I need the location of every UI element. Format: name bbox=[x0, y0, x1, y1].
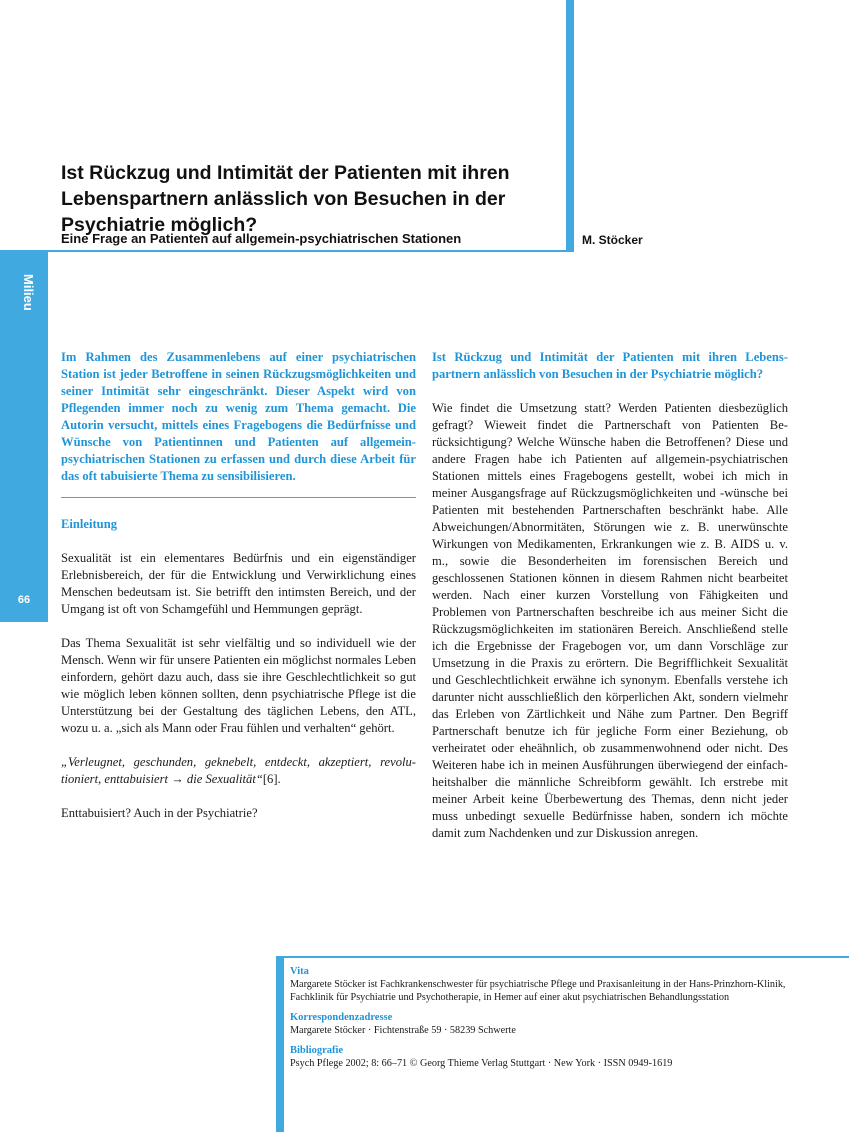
right-column-paragraph: Wie findet die Umsetzung statt? Werden Patienten diesbezüglich gefragt? Wieweit findet die Partnerschaft von Patienten Berücksichtigung? Welche Wünsche haben die Betroffenen? Diese und andere Fragen habe ich Patienten auf allgemein-psychiatrischen Stationen mittels eines Fragebogens gestellt, wobei ich mich in meiner Ausgangsfrage auf Rückzugsmöglichkeiten und -wünsche bei Patienten mit bestehenden Partnerschaften beschränkt habe. Alle Abweichungen/Abnormitäten, Störungen wie z. B. unerwünschte Wirkungen von Medikamenten, Erkrankungen wie z. B. AIDS u. v. m., sowie die Besonderheiten im forensischen Bereich und geschlossenen Stationen können in diesem Rahmen nicht bearbeitet werden. Nach einer kurzen Vorstellung von Fähigkeiten und Problemen von Partnerschaften beschreibe ich aus meiner Sicht die Rückzugsmöglichkeiten im stationären Bereich. Anschließend stelle ich die Ergebnisse der Fragebogen vor, um dann Vorschläge zur Umsetzung in die Praxis zu erörtern. Die Begrifflichkeit Sexualität und Geschlechtlichkeit erwähne ich synonym. Ebenfalls verstehe ich darunter nicht ausschließlich den körperlichen Akt, sondern vielmehr das Erleben von Zärtlichkeit und Nähe zum Partner. Den Begriff Partnerschaft benutze ich für jegliche Form einer Beziehung, ob verheiratet oder eheähnlich, ob zusammenwohnend oder nicht. Des Weiteren habe ich in meinen Ausführungen überwiegend der einfachheitshalber die männliche Schreibform gewählt. Ich erstrebe mit meiner Arbeit keine Überbewertung des Themas, denn nicht jeder muss unbedingt sexuelle Bedürfnisse haben, sondern ich möchte damit zum Nachdenken und zur Diskussion anregen. bbox=[432, 401, 788, 840]
intro-paragraph-1: Sexualität ist ein elementares Bedürfnis und ein eigenständiger Erlebnisbereich, der für die Entwicklung und Verwirklichung eines Menschen bedeutsam ist. Sie betrifft den intimsten Bereich, und der Umgang ist oft von Schamgefühl und Hemmungen geprägt. bbox=[61, 551, 416, 616]
right-column-heading: Ist Rückzug und Intimität der Patienten mit ihren Lebenspartnern anlässlich von Besuchen in der Psychiatrie möglich? bbox=[432, 350, 788, 381]
address-label: Korrespondenzadresse bbox=[290, 1012, 393, 1023]
article-author: M. Stöcker bbox=[582, 233, 643, 247]
page-number: 66 bbox=[17, 594, 31, 606]
article-subtitle: Eine Frage an Patienten auf allgemein-psychiatrischen Stationen bbox=[61, 231, 462, 246]
abstract-divider bbox=[61, 497, 416, 498]
vita-label: Vita bbox=[290, 966, 309, 977]
header-underline-rule bbox=[0, 250, 574, 252]
author-info-box bbox=[290, 965, 810, 1070]
abstract: Im Rahmen des Zusammenlebens auf einer psychiatrischen Station ist jeder Betroffene in seinen Rückzugsmöglichkeiten und seiner Intimität sehr eingeschränkt. Dieser Aspekt wird von Pflegenden immer noch zu wenig zum Thema gemacht. Die Autorin versucht, mittels eines Fragebogens die Bedürfnisse und Wünsche von Patientinnen und Patienten auf allgemein-psychiatrischen Stationen zu erfassen und durch diese Arbeit für das oft tabuisierte Thema zu sensibilisieren. bbox=[61, 350, 416, 483]
intro-paragraph-2: Das Thema Sexualität ist sehr vielfältig und so individuell wie der Mensch. Wenn wir für unsere Patienten ein möglichst normales Leben einfordern, gehört dazu auch, dass sie ihre Geschlechtlichkeit so gut wie möglich leben können sollten, denn psychiatrische Pflege ist die Unterstützung bei der Gestaltung des täglichen Lebens, den ATL, wozu u. a. „sich als Mann oder Frau fühlen und verhalten“ gehört. bbox=[61, 636, 416, 735]
section-heading: Einleitung bbox=[61, 517, 117, 531]
infobox-top-rule bbox=[276, 956, 849, 958]
intro-paragraph-3: Enttabuisiert? Auch in der Psychiatrie? bbox=[61, 806, 258, 820]
infobox-accent-bar bbox=[276, 956, 284, 1132]
article-title: Ist Rückzug und Intimität der Patienten mit ihren Lebenspartnern anlässlich von Besuchen in der Psychiatrie möglich? bbox=[61, 162, 510, 237]
header-accent-bar bbox=[566, 0, 574, 252]
vita-text: Margarete Stöcker ist Fachkrankenschwester für psychiatrische Pflege und Praxisanleitung in der Hans-Prinzhorn-Klinik, Fachklinik für Psychiatrie und Psychotherapie, in Hemer auf einer akut psychiatrischen Behandlungsstation bbox=[290, 979, 786, 1003]
bibliography-text: Psych Pflege 2002; 8: 66–71 © Georg Thieme Verlag Stuttgart · New York · ISSN 0949-1619 bbox=[290, 1058, 673, 1069]
quote-reference: [6]. bbox=[262, 772, 281, 786]
quote-text: „Verleugnet, geschunden, geknebelt, entdeckt, akzeptiert, revolutioniert, enttabuisiert → die Sexualität“ bbox=[61, 755, 416, 786]
left-column bbox=[61, 349, 416, 822]
section-label: Milieu bbox=[21, 274, 36, 311]
bibliography-label: Bibliografie bbox=[290, 1045, 344, 1056]
address-text: Margarete Stöcker · Fichtenstraße 59 · 58239 Schwerte bbox=[290, 1025, 516, 1036]
quote-paragraph bbox=[61, 754, 416, 788]
right-column bbox=[432, 349, 788, 842]
